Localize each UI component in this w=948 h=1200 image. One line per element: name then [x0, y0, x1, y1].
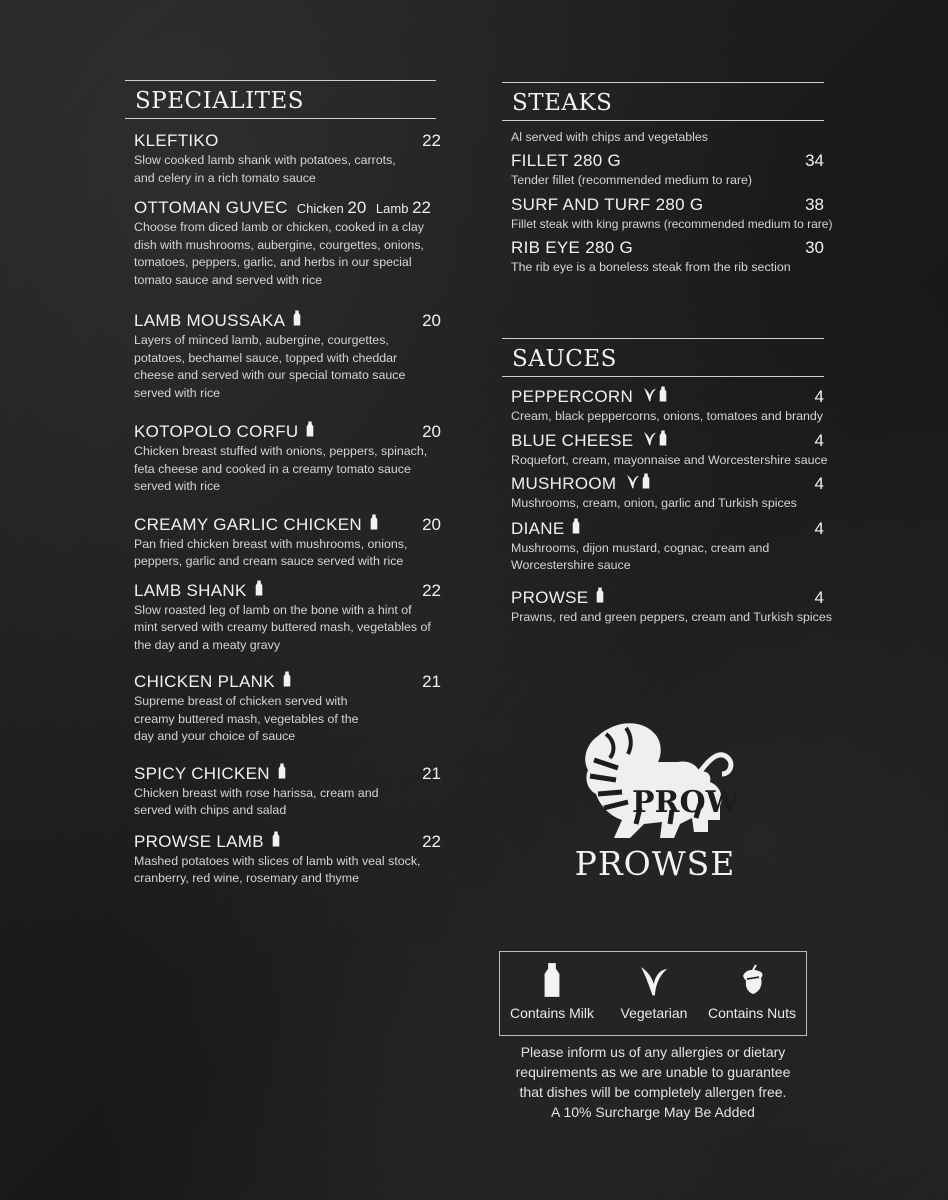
- legend-milk-label: Contains Milk: [509, 1005, 595, 1021]
- menu-item-mushroom: [502, 473, 824, 513]
- lion-logo-icon: [570, 720, 740, 845]
- item-name: LAMB SHANK: [134, 580, 247, 600]
- sauces-section: [502, 338, 832, 626]
- item-description: Pan fried chicken breast with mushrooms, onions, peppers, garlic and cream sauce served with rice: [134, 536, 408, 568]
- chicken-label: Chicken: [296, 201, 344, 216]
- item-description: Mushrooms, cream, onion, garlic and Turkish spices: [511, 496, 797, 510]
- item-description: Roquefort, cream, mayonnaise and Worcestershire sauce: [511, 452, 828, 467]
- notice-line: requirements as we are unable to guarantee: [515, 1064, 791, 1080]
- menu-item-rib-eye: [502, 238, 824, 277]
- vegetarian-icon: [643, 386, 657, 402]
- item-description: Slow roasted leg of lamb on the bone with a hint of mint served with creamy buttered mash, vegetables of the day and a meaty gravy: [134, 602, 431, 652]
- menu-item-lamb-shank: [125, 580, 441, 655]
- item-name: PROWSE: [511, 587, 589, 607]
- item-name: PEPPERCORN: [511, 387, 634, 406]
- milk-icon: [659, 430, 667, 446]
- milk-icon: [642, 473, 650, 489]
- sauces-title: SAUCES: [512, 346, 617, 372]
- item-name: CHICKEN PLANK: [134, 672, 275, 691]
- milk-icon: [596, 587, 604, 603]
- legend-nuts-label: Contains Nuts: [708, 1005, 796, 1021]
- lamb-label: Lamb: [375, 201, 409, 216]
- item-price-options: [297, 198, 431, 218]
- menu-item-diane: [502, 518, 824, 575]
- steaks-note: Al served with chips and vegetables: [511, 130, 708, 144]
- item-name: KOTOPOLO CORFU: [134, 422, 299, 441]
- item-description: Slow cooked lamb shank with potatoes, carrots, and celery in a rich tomato sauce: [134, 153, 396, 185]
- item-description: Layers of minced lamb, aubergine, courgettes, potatoes, bechamel sauce, topped with cheddar cheese and served with our special tomato sauce served with rice: [134, 333, 406, 400]
- specialites-section: [125, 80, 441, 888]
- item-name: MUSHROOM: [511, 474, 617, 493]
- item-name: CREAMY GARLIC CHICKEN: [134, 514, 362, 534]
- item-name: DIANE: [511, 518, 565, 538]
- item-description: Fillet steak with king prawns (recommended medium to rare): [511, 216, 833, 231]
- menu-item-ottoman-guvec: [125, 198, 436, 289]
- item-price: 22: [422, 131, 441, 150]
- steaks-header: [502, 82, 824, 121]
- milk-icon: [543, 962, 561, 998]
- item-price: 20: [422, 311, 441, 330]
- item-description: Chicken breast stuffed with onions, peppers, spinach, feta cheese and cooked in a creamy tomato sauce served with rice: [134, 444, 428, 493]
- notice-line: Please inform us of any allergies or dietary: [520, 1044, 786, 1060]
- item-price: 4: [814, 474, 824, 493]
- item-description: Mashed potatoes with slices of lamb with veal stock, cranberry, red wine, rosemary and thyme: [134, 853, 421, 885]
- sauces-header: [502, 338, 824, 377]
- menu-item-prowse-sauce: [502, 587, 832, 627]
- item-description: Supreme breast of chicken served with creamy buttered mash, vegetables of the day and your choice of sauce: [134, 694, 359, 743]
- legend-vegetarian-label: Vegetarian: [620, 1005, 688, 1021]
- item-name: LAMB MOUSSAKA: [134, 311, 286, 330]
- milk-icon: [370, 514, 378, 530]
- item-description: Cream, black peppercorns, onions, tomatoes and brandy: [511, 409, 824, 423]
- menu-item-lamb-moussaka: [125, 310, 441, 402]
- item-name: RIB EYE 280 G: [511, 238, 634, 257]
- acorn-icon: [737, 962, 767, 998]
- item-price: 22: [422, 580, 441, 600]
- milk-icon: [283, 671, 291, 687]
- item-price: 20: [422, 514, 441, 534]
- notice-surcharge: A 10% Surcharge May Be Added: [551, 1104, 755, 1120]
- menu-item-kleftiko: [125, 131, 441, 187]
- legend-vegetarian: [608, 962, 700, 1021]
- milk-icon: [255, 580, 263, 596]
- vegetarian-icon: [639, 962, 669, 998]
- item-description: Chicken breast with rose harissa, cream and served with chips and salad: [134, 785, 379, 817]
- menu-item-creamy-garlic-chicken: [125, 514, 441, 571]
- item-price: 4: [814, 387, 824, 406]
- vegetarian-icon: [626, 473, 640, 489]
- item-price: 21: [422, 672, 441, 691]
- item-description: The rib eye is a boneless steak from the rib section: [511, 260, 791, 274]
- item-price: 30: [805, 238, 824, 257]
- allergy-notice: [499, 1042, 807, 1122]
- item-name: SPICY CHICKEN: [134, 763, 270, 783]
- steaks-title: STEAKS: [512, 90, 613, 116]
- milk-icon: [278, 763, 286, 779]
- specialites-title: SPECIALITES: [135, 88, 305, 114]
- menu-item-surf-and-turf: [502, 194, 833, 234]
- item-price: 22: [422, 831, 441, 851]
- item-name: OTTOMAN GUVEC: [134, 198, 288, 217]
- allergen-legend: [499, 951, 807, 1036]
- item-price: 4: [814, 518, 824, 538]
- menu-item-blue-cheese: [502, 430, 828, 470]
- item-price: 20: [422, 422, 441, 441]
- vegetarian-icon: [643, 430, 657, 446]
- item-description: Prawns, red and green peppers, cream and Turkish spices: [511, 609, 832, 624]
- milk-icon: [293, 310, 301, 326]
- menu-item-chicken-plank: [125, 671, 441, 746]
- specialites-header: [125, 80, 436, 119]
- menu-item-peppercorn: [502, 386, 824, 426]
- item-description: Choose from diced lamb or chicken, cooked in a clay dish with mushrooms, aubergine, courgettes, onions, tomatoes, peppers, garlic, and herbs in our special tomato sauce and served with rice: [134, 220, 424, 287]
- notice-line: that dishes will be completely allergen free.: [519, 1084, 787, 1100]
- item-name: FILLET 280 G: [511, 151, 622, 170]
- menu-item-fillet: [502, 151, 824, 190]
- lamb-price: 22: [412, 198, 431, 217]
- item-name: PROWSE LAMB: [134, 831, 264, 851]
- item-price: 21: [422, 763, 441, 783]
- item-price: 34: [805, 151, 824, 170]
- chicken-price: 20: [347, 198, 367, 217]
- milk-icon: [272, 831, 280, 847]
- legend-milk: [506, 962, 598, 1021]
- item-description: Tender fillet (recommended medium to rare): [511, 173, 753, 187]
- steaks-section: [502, 82, 833, 277]
- item-description: Mushrooms, dijon mustard, cognac, cream and Worcestershire sauce: [511, 540, 770, 572]
- logo-letters: PROW: [632, 785, 740, 820]
- item-name: BLUE CHEESE: [511, 430, 634, 450]
- item-price: 4: [814, 430, 824, 450]
- item-name: KLEFTIKO: [134, 131, 219, 150]
- item-price: 4: [814, 587, 824, 607]
- milk-icon: [306, 421, 314, 437]
- brand-name: PROWSE: [574, 844, 736, 883]
- milk-icon: [572, 518, 580, 534]
- menu-item-prowse-lamb: [125, 831, 441, 888]
- legend-nuts: [702, 962, 802, 1021]
- brand-logo: [570, 720, 740, 883]
- milk-icon: [659, 386, 667, 402]
- item-name: SURF AND TURF 280 G: [511, 194, 704, 214]
- menu-item-kotopolo-corfu: [125, 421, 441, 496]
- item-price: 38: [805, 194, 824, 214]
- menu-item-spicy-chicken: [125, 763, 441, 820]
